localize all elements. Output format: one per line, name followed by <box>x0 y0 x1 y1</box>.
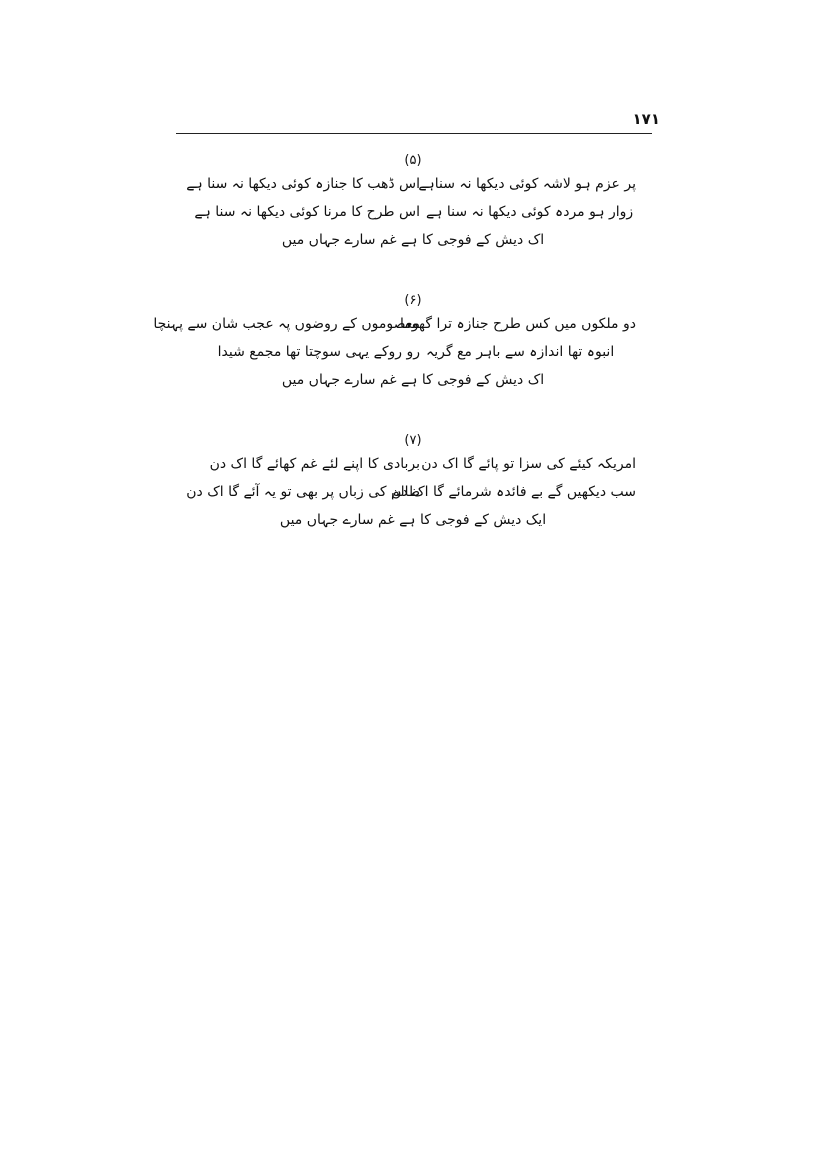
misra-left: سب دیکھیں گے بے فائدہ شرمائے گا اک دن <box>391 484 636 500</box>
misra-left: پر عزم ہو لاشہ کوئی دیکھا نہ سناہے <box>418 176 636 192</box>
stanza-number: (۷) <box>404 433 422 448</box>
couplet <box>186 170 636 198</box>
page-number: ۱۷۱ <box>632 110 660 128</box>
stanza-5 <box>186 152 636 254</box>
couplet <box>190 450 636 478</box>
couplet <box>190 338 636 366</box>
refrain: اک دیش کے فوجی کا ہے غم سارے جہاں میں <box>281 372 545 388</box>
misra-right: رو روکے یہی سوچتا تھا مجمع شیدا <box>217 344 420 360</box>
stanza-number: (۶) <box>404 293 422 308</box>
misra-left: انبوہ تھا اندازہ سے باہر مع گریہ <box>426 344 615 360</box>
refrain: ایک دیش کے فوجی کا ہے غم سارے جہاں میں <box>279 512 547 528</box>
misra-right: اس طرح کا مرنا کوئی دیکھا نہ سنا ہے <box>194 204 420 220</box>
misra-right: معصوموں کے روضوں پہ عجب شان سے پہنچا <box>153 316 420 332</box>
misra-right: بربادی کا اپنے لئے غم کھائے گا اک دن <box>209 456 420 472</box>
misra-left: زوار ہو مردہ کوئی دیکھا نہ سنا ہے <box>426 204 634 220</box>
stanza-number: (۵) <box>404 153 422 168</box>
misra-left: امریکہ کیئے کی سزا تو پائے گا اک دن <box>421 456 636 472</box>
couplet <box>153 310 636 338</box>
stanza-7 <box>186 432 636 534</box>
misra-right: اس ڈھب کا جنازہ کوئی دیکھا نہ سنا ہے <box>186 176 420 192</box>
couplet <box>186 478 636 506</box>
refrain: اک دیش کے فوجی کا ہے غم سارے جہاں میں <box>281 232 545 248</box>
misra-left: دو ملکوں میں کس طرح جنازہ ترا گھوما <box>399 316 636 332</box>
misra-right: ظالم کی زباں پر بھی تو یہ آئے گا اک دن <box>186 484 420 500</box>
header-rule <box>176 133 652 134</box>
couplet <box>190 198 636 226</box>
stanza-6 <box>153 292 636 394</box>
